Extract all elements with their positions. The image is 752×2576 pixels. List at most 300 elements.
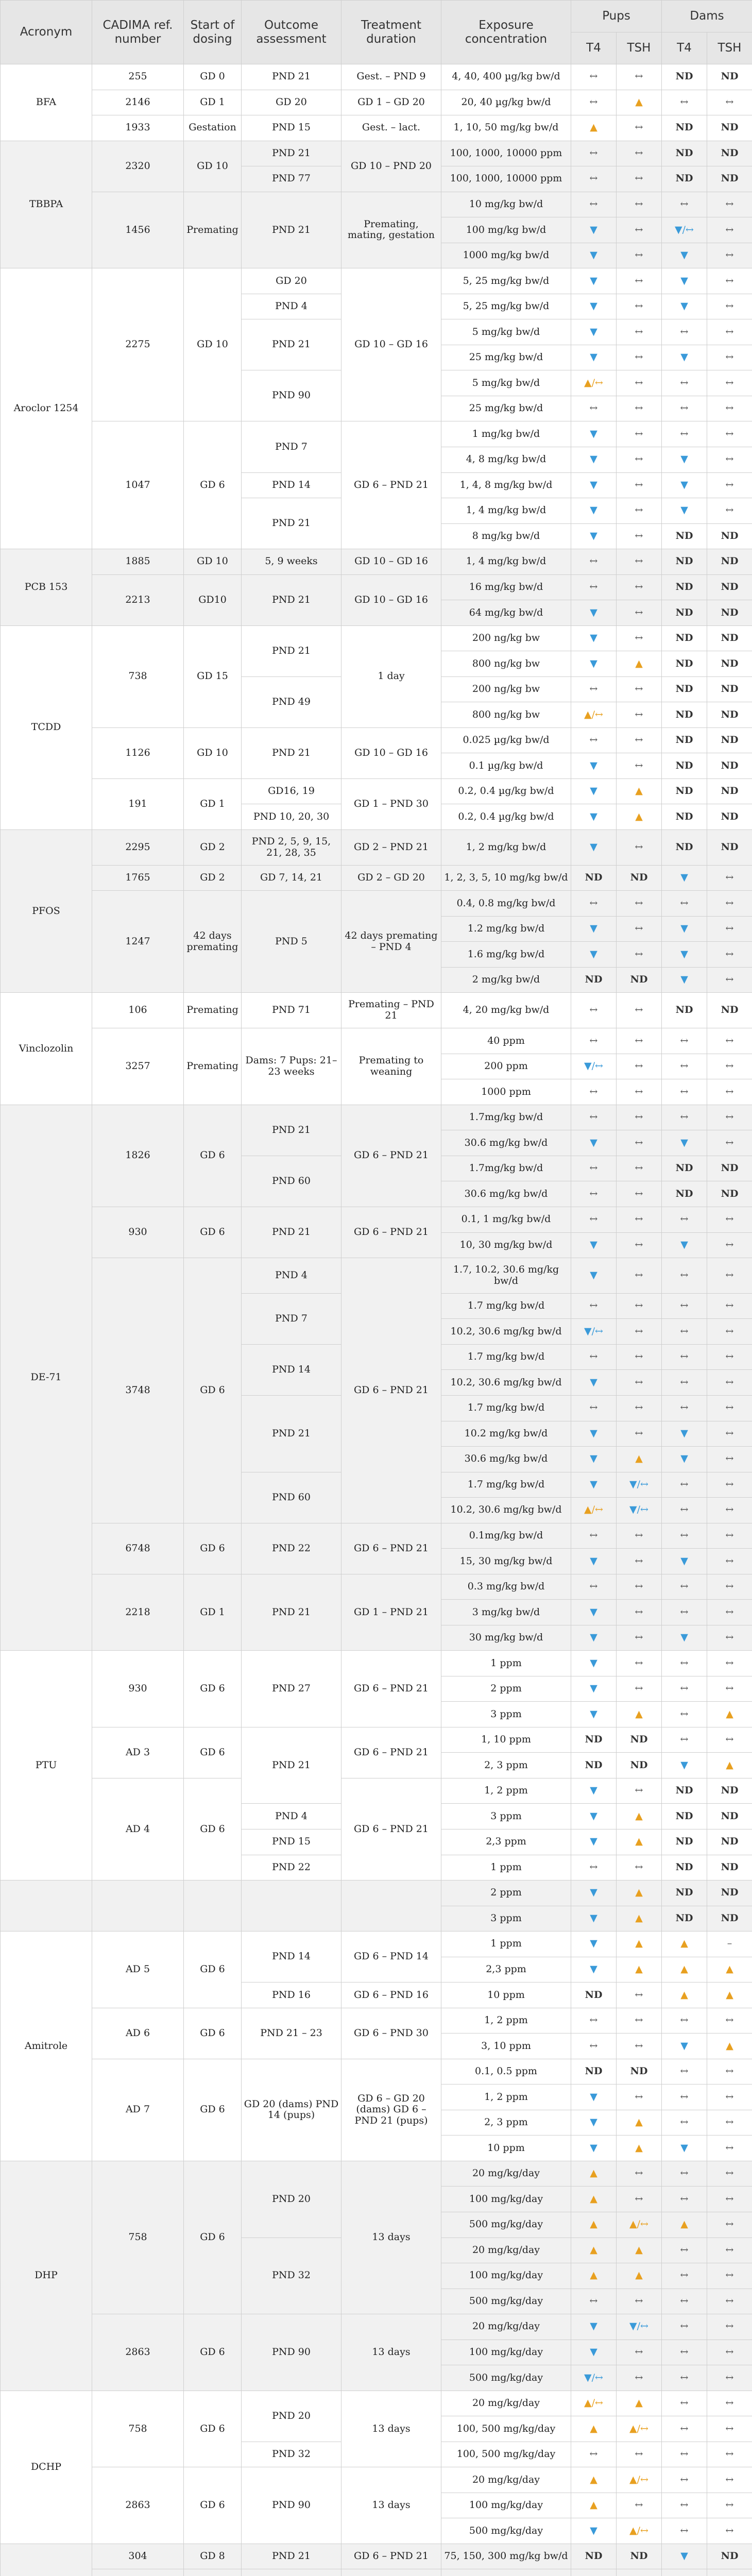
dams-tsh-cell: ND <box>707 64 752 90</box>
outcome-cell: PND 60 <box>242 1472 341 1523</box>
dams-tsh-cell: ↔ <box>707 2136 752 2161</box>
dams-tsh-cell: ↔ <box>707 1498 752 1523</box>
exposure-cell: 0.2, 0.4 µg/kg bw/d <box>441 778 571 804</box>
acronym-cell: BFA <box>1 64 92 141</box>
pups-t4-cell: ↔ <box>571 1156 617 1181</box>
exposure-cell: 10 ppm <box>441 1982 571 2008</box>
dams-t4-cell: ND <box>662 141 707 166</box>
dams-tsh-cell: ↔ <box>707 2493 752 2518</box>
dams-tsh-cell: ↔ <box>707 2084 752 2110</box>
dams-tsh-cell: ↔ <box>707 967 752 993</box>
pups-t4-cell: ND <box>571 2059 617 2084</box>
pups-tsh-cell: ↔ <box>617 891 662 917</box>
cadima-cell: 2146 <box>92 90 184 115</box>
pups-t4-cell: ↔ <box>571 574 617 600</box>
dams-t4-cell: ↔ <box>662 1523 707 1549</box>
outcome-cell: PND 21 <box>242 141 341 166</box>
pups-t4-cell: ↔ <box>571 1181 617 1207</box>
outcome-cell: PND 21 <box>242 319 341 370</box>
pups-t4-cell: ↔ <box>571 676 617 702</box>
exposure-cell: 1, 2 ppm <box>441 1778 571 1804</box>
pups-tsh-cell: ↔ <box>617 523 662 549</box>
exposure-cell: 1.2 mg/kg bw/d <box>441 916 571 942</box>
pups-t4-cell: ↔ <box>571 891 617 917</box>
dams-tsh-cell: ↔ <box>707 2187 752 2212</box>
treatment-cell: GD 10 – PND 20 <box>341 141 441 192</box>
dams-t4-cell: ND <box>662 804 707 830</box>
outcome-cell: PND 32 <box>242 2442 341 2467</box>
pups-t4-cell: ↔ <box>571 90 617 115</box>
pups-t4-cell: ▼ <box>571 2518 617 2544</box>
acronym-cell: PFOS <box>1 829 92 992</box>
treatment-cell: GD 1 – PND 30 <box>341 778 441 829</box>
exposure-cell: 0.2, 0.4 µg/kg bw/d <box>441 804 571 830</box>
exposure-cell <box>441 2569 571 2576</box>
pups-t4-cell: ▼ <box>571 1549 617 1574</box>
pups-tsh-cell: ND <box>617 1727 662 1753</box>
dams-tsh-cell: ↔ <box>707 1130 752 1156</box>
exposure-cell: 200 ng/kg bw <box>441 625 571 651</box>
dams-tsh-cell: ↔ <box>707 1523 752 1549</box>
exposure-cell: 1, 4 mg/kg bw/d <box>441 549 571 575</box>
pups-t4-cell: ▼ <box>571 2340 617 2365</box>
exposure-cell: 2,3 ppm <box>441 1829 571 1855</box>
table-row <box>1 1207 752 1232</box>
dams-t4-cell: ↔ <box>662 1028 707 1054</box>
treatment-cell: GD 1 – GD 20 <box>341 90 441 115</box>
header-dams: Dams <box>662 1 752 32</box>
dams-t4-cell: ↔ <box>662 1600 707 1625</box>
exposure-cell: 1, 2 ppm <box>441 2084 571 2110</box>
treatment-cell: GD 2 – PND 21 <box>341 829 441 865</box>
table-row <box>1 2314 752 2340</box>
dams-t4-cell: ND <box>662 829 707 865</box>
start-cell: GD 6 <box>184 1258 242 1523</box>
outcome-cell: PND 4 <box>242 294 341 319</box>
pups-tsh-cell: ↔ <box>617 2442 662 2467</box>
treatment-cell: 13 days <box>341 2467 441 2544</box>
pups-t4-cell: ↔ <box>571 1574 617 1600</box>
treatment-cell: GD 1 – PND 21 <box>341 1574 441 1651</box>
dams-t4-cell: ↔ <box>662 2391 707 2416</box>
table-body <box>1 64 752 2576</box>
dams-tsh-cell: ↔ <box>707 1395 752 1421</box>
pups-tsh-cell: ↔ <box>617 916 662 942</box>
outcome-cell: PND 21 <box>242 498 341 549</box>
exposure-cell: 1 mg/kg bw/d <box>441 421 571 447</box>
outcome-cell: PND 2, 5, 9, 15, 21, 28, 35 <box>242 829 341 865</box>
table-row <box>1 2391 752 2416</box>
pups-tsh-cell: ND <box>617 2544 662 2569</box>
pups-tsh-cell: ↔ <box>617 2033 662 2059</box>
dams-t4-cell: ND <box>662 625 707 651</box>
table-row <box>1 1105 752 1130</box>
dams-tsh-cell: ND <box>707 1829 752 1855</box>
dams-tsh-cell: ↔ <box>707 2110 752 2136</box>
pups-t4-cell: ▼ <box>571 1880 617 1906</box>
pups-t4-cell: ▼ <box>571 651 617 677</box>
exposure-cell: 1 ppm <box>441 1855 571 1880</box>
pups-tsh-cell: ND <box>617 967 662 993</box>
treatment-cell: 1 day <box>341 625 441 727</box>
header-dams-t4: T4 <box>662 32 707 64</box>
dams-t4-cell: ↔ <box>662 90 707 115</box>
pups-tsh-cell: ↔ <box>617 192 662 217</box>
table-row <box>1 549 752 575</box>
pups-tsh-cell: ↔ <box>617 702 662 728</box>
treatment-cell: Premating, mating, gestation <box>341 192 441 268</box>
dams-t4-cell: ↔ <box>662 2263 707 2289</box>
cadima-cell: 3748 <box>92 1258 184 1523</box>
pups-tsh-cell: ↔ <box>617 2365 662 2391</box>
pups-tsh-cell: ↔ <box>617 1625 662 1651</box>
dams-tsh-cell: ND <box>707 1156 752 1181</box>
table-row <box>1 625 752 651</box>
header-start: Start of dosing <box>184 1 242 64</box>
dams-t4-cell: ↔ <box>662 2008 707 2033</box>
pups-t4-cell <box>571 2569 617 2576</box>
pups-tsh-cell: ▲ <box>617 1804 662 1829</box>
pups-t4-cell: ▼ <box>571 1676 617 1702</box>
cadima-cell: 2275 <box>92 268 184 421</box>
pups-tsh-cell: ▼/↔ <box>617 1498 662 1523</box>
pups-t4-cell: ▼ <box>571 1625 617 1651</box>
pups-tsh-cell: ↔ <box>617 1600 662 1625</box>
dams-t4-cell: ND <box>662 1778 707 1804</box>
pups-t4-cell: ▼ <box>571 243 617 268</box>
exposure-cell: 8 mg/kg bw/d <box>441 523 571 549</box>
exposure-cell: 100 mg/kg/day <box>441 2493 571 2518</box>
exposure-cell: 1, 10 ppm <box>441 1727 571 1753</box>
dams-tsh-cell: ↔ <box>707 942 752 968</box>
exposure-cell: 0.1, 1 mg/kg bw/d <box>441 1207 571 1232</box>
dams-tsh-cell: ↔ <box>707 1600 752 1625</box>
exposure-cell: 3 ppm <box>441 1804 571 1829</box>
outcome-cell <box>242 1880 341 1931</box>
acronym-cell: TCDD <box>1 625 92 829</box>
pups-t4-cell: ▲ <box>571 2161 617 2187</box>
table-row <box>1 1523 752 1549</box>
exposure-cell: 25 mg/kg bw/d <box>441 396 571 421</box>
start-cell: GD10 <box>184 574 242 625</box>
exposure-cell: 30.6 mg/kg bw/d <box>441 1447 571 1472</box>
cadima-cell <box>92 1880 184 1931</box>
cadima-cell: 6748 <box>92 1523 184 1574</box>
dams-t4-cell: ↔ <box>662 2518 707 2544</box>
dams-t4-cell: ↔ <box>662 2467 707 2493</box>
acronym-cell: Amitrole <box>1 1931 92 2161</box>
dams-t4-cell: ↔ <box>662 2416 707 2442</box>
pups-tsh-cell: ▲ <box>617 1957 662 1982</box>
cadima-cell: 1047 <box>92 421 184 549</box>
treatment-cell: Gest. – lact. <box>341 115 441 141</box>
dams-t4-cell: ↔ <box>662 1498 707 1523</box>
pups-t4-cell: ▼ <box>571 472 617 498</box>
pups-tsh-cell: ▲ <box>617 2238 662 2263</box>
outcome-cell: Dams: 7 Pups: 21–23 weeks <box>242 1028 341 1105</box>
pups-t4-cell: ▼ <box>571 829 617 865</box>
pups-tsh-cell: ↔ <box>617 549 662 575</box>
pups-tsh-cell: ↔ <box>617 1651 662 1676</box>
start-cell: GD 6 <box>184 421 242 549</box>
table-row <box>1 993 752 1028</box>
dams-t4-cell: ND <box>662 64 707 90</box>
header-exposure: Exposure concentration <box>441 1 571 64</box>
pups-t4-cell: ▼ <box>571 1472 617 1498</box>
dams-t4-cell: ↔ <box>662 2110 707 2136</box>
cadima-cell: 2863 <box>92 2314 184 2391</box>
outcome-cell: PND 32 <box>242 2238 341 2314</box>
dams-tsh-cell: ND <box>707 574 752 600</box>
dams-t4-cell: ND <box>662 727 707 753</box>
dams-tsh-cell: ND <box>707 702 752 728</box>
dams-tsh-cell: ↔ <box>707 2263 752 2289</box>
pups-t4-cell: ▲ <box>571 2416 617 2442</box>
dams-t4-cell: ▼ <box>662 1421 707 1447</box>
cadima-cell: 1765 <box>92 865 184 891</box>
treatment-cell: Premating – PND 21 <box>341 993 441 1028</box>
exposure-cell: 1, 2 mg/kg bw/d <box>441 829 571 865</box>
dams-t4-cell: ▲ <box>662 1982 707 2008</box>
pups-tsh-cell: ↔ <box>617 753 662 779</box>
exposure-cell: 500 mg/kg/day <box>441 2365 571 2391</box>
outcome-cell: PND 21 <box>242 1727 341 1804</box>
exposure-cell: 1.7, 10.2, 30.6 mg/kg bw/d <box>441 1258 571 1294</box>
pups-tsh-cell: ↔ <box>617 1181 662 1207</box>
outcome-cell: GD 20 <box>242 268 341 294</box>
table-row <box>1 90 752 115</box>
pups-t4-cell: ▼ <box>571 1447 617 1472</box>
dams-t4-cell: ↔ <box>662 1702 707 1727</box>
outcome-cell: PND 20 <box>242 2161 341 2238</box>
outcome-cell: PND 7 <box>242 421 341 472</box>
outcome-cell: PND 15 <box>242 1829 341 1855</box>
dams-tsh-cell: ND <box>707 2544 752 2569</box>
exposure-cell: 4, 20 mg/kg bw/d <box>441 993 571 1028</box>
exposure-cell: 1, 4 mg/kg bw/d <box>441 498 571 524</box>
treatment-cell: Premating to weaning <box>341 1028 441 1105</box>
dams-t4-cell: ↔ <box>662 2365 707 2391</box>
pups-tsh-cell: ▲ <box>617 651 662 677</box>
dams-tsh-cell: ↔ <box>707 2161 752 2187</box>
pups-tsh-cell: ↔ <box>617 345 662 370</box>
pups-t4-cell: ↔ <box>571 396 617 421</box>
treatment-cell: GD 2 – GD 20 <box>341 865 441 891</box>
dams-tsh-cell: ↔ <box>707 268 752 294</box>
dams-tsh-cell: ↔ <box>707 217 752 243</box>
exposure-cell: 15, 30 mg/kg bw/d <box>441 1549 571 1574</box>
pups-tsh-cell: ↔ <box>617 243 662 268</box>
exposure-cell: 10.2 mg/kg bw/d <box>441 1421 571 1447</box>
table-row <box>1 829 752 865</box>
cadima-cell: 930 <box>92 1651 184 1727</box>
start-cell: GD 6 <box>184 2467 242 2544</box>
pups-tsh-cell: ▲ <box>617 2391 662 2416</box>
exposure-cell: 2 ppm <box>441 1880 571 1906</box>
dams-t4-cell: ND <box>662 1829 707 1855</box>
dams-tsh-cell: ND <box>707 600 752 626</box>
dams-tsh-cell: ↔ <box>707 2289 752 2314</box>
pups-tsh-cell: ↔ <box>617 2289 662 2314</box>
pups-tsh-cell: ↔ <box>617 727 662 753</box>
pups-tsh-cell: ▲ <box>617 804 662 830</box>
start-cell: GD 2 <box>184 829 242 865</box>
dams-tsh-cell: ND <box>707 523 752 549</box>
pups-t4-cell: ▼ <box>571 1421 617 1447</box>
dams-tsh-cell: ↔ <box>707 1625 752 1651</box>
exposure-cell: 0.025 µg/kg bw/d <box>441 727 571 753</box>
pups-t4-cell: ▼ <box>571 1931 617 1957</box>
exposure-cell: 1 ppm <box>441 1651 571 1676</box>
pups-tsh-cell: ▲ <box>617 2136 662 2161</box>
dams-tsh-cell: ↔ <box>707 891 752 917</box>
start-cell: GD 6 <box>184 2059 242 2161</box>
dams-t4-cell: ↔ <box>662 1207 707 1232</box>
treatment-cell: GD 10 – GD 16 <box>341 727 441 778</box>
treatment-cell: GD 6 – PND 21 <box>341 1105 441 1207</box>
exposure-cell: 500 mg/kg/day <box>441 2518 571 2544</box>
outcome-cell: PND 21 <box>242 1574 341 1651</box>
pups-t4-cell: ↔ <box>571 727 617 753</box>
pups-t4-cell: ▲/↔ <box>571 702 617 728</box>
exposure-cell: 5 mg/kg bw/d <box>441 319 571 345</box>
treatment-cell: GD 6 – PND 21 <box>341 1778 441 1880</box>
dams-t4-cell: ↔ <box>662 396 707 421</box>
pups-t4-cell: ND <box>571 865 617 891</box>
dams-tsh-cell: ↔ <box>707 2340 752 2365</box>
start-cell: GD 1 <box>184 1574 242 1651</box>
pups-t4-cell: ↔ <box>571 141 617 166</box>
pups-tsh-cell: ▲ <box>617 1829 662 1855</box>
outcome-cell: PND 21 <box>242 1207 341 1258</box>
pups-t4-cell: ↔ <box>571 1207 617 1232</box>
exposure-cell: 3 ppm <box>441 1702 571 1727</box>
cadima-cell <box>92 2569 184 2576</box>
exposure-cell: 1, 4, 8 mg/kg bw/d <box>441 472 571 498</box>
treatment-cell: GD 6 – PND 21 <box>341 1207 441 1258</box>
table-row <box>1 1880 752 1906</box>
outcome-cell: PND 27 <box>242 1651 341 1727</box>
pups-tsh-cell: ▲ <box>617 1906 662 1931</box>
dams-tsh-cell: ↔ <box>707 916 752 942</box>
dams-tsh-cell: ↔ <box>707 1258 752 1294</box>
pups-tsh-cell: ↔ <box>617 1982 662 2008</box>
dams-t4-cell: ▼ <box>662 1625 707 1651</box>
table-row <box>1 2544 752 2569</box>
pups-t4-cell: ▼ <box>571 268 617 294</box>
pups-t4-cell: ↔ <box>571 2008 617 2033</box>
dams-tsh-cell <box>707 2569 752 2576</box>
dams-tsh-cell: ↔ <box>707 243 752 268</box>
cadima-cell: AD 5 <box>92 1931 184 2008</box>
dams-tsh-cell: ↔ <box>707 192 752 217</box>
pups-t4-cell: ▼ <box>571 778 617 804</box>
exposure-cell: 1.7mg/kg bw/d <box>441 1105 571 1130</box>
pups-tsh-cell: ▲/↔ <box>617 2467 662 2493</box>
pups-tsh-cell: ↔ <box>617 676 662 702</box>
dams-t4-cell: ▼ <box>662 1753 707 1778</box>
exposure-cell: 200 ng/kg bw <box>441 676 571 702</box>
pups-tsh-cell: ↔ <box>617 1778 662 1804</box>
dams-tsh-cell: ↔ <box>707 1054 752 1079</box>
dams-tsh-cell: ↔ <box>707 1370 752 1396</box>
table-row <box>1 727 752 753</box>
table-row <box>1 1574 752 1600</box>
pups-t4-cell: ▲/↔ <box>571 370 617 396</box>
dams-tsh-cell: ND <box>707 1880 752 1906</box>
exposure-cell: 4, 8 mg/kg bw/d <box>441 447 571 472</box>
pups-tsh-cell: ↔ <box>617 2161 662 2187</box>
pups-tsh-cell: ↔ <box>617 472 662 498</box>
pups-t4-cell: ND <box>571 967 617 993</box>
pups-t4-cell: ▼ <box>571 2136 617 2161</box>
exposure-cell: 2 mg/kg bw/d <box>441 967 571 993</box>
dams-t4-cell: ↔ <box>662 1395 707 1421</box>
pups-t4-cell: ▼/↔ <box>571 2365 617 2391</box>
acronym-cell: Aroclor 1254 <box>1 268 92 549</box>
header-pups-tsh: TSH <box>617 32 662 64</box>
pups-tsh-cell: ↔ <box>617 2008 662 2033</box>
acronym-cell <box>1 2544 92 2576</box>
pups-t4-cell: ▲/↔ <box>571 2391 617 2416</box>
dams-t4-cell: ND <box>662 1804 707 1829</box>
dams-t4-cell: ↔ <box>662 1727 707 1753</box>
cadima-cell: 738 <box>92 625 184 727</box>
dams-tsh-cell: ND <box>707 141 752 166</box>
pups-tsh-cell: ▲ <box>617 1447 662 1472</box>
pups-tsh-cell: ↔ <box>617 319 662 345</box>
cadima-cell: 1933 <box>92 115 184 141</box>
pups-t4-cell: ▲ <box>571 115 617 141</box>
treatment-cell: GD 6 – PND 21 <box>341 421 441 549</box>
pups-tsh-cell: ▲ <box>617 90 662 115</box>
start-cell: GD 6 <box>184 1778 242 1880</box>
dams-t4-cell: ↔ <box>662 1344 707 1370</box>
dams-tsh-cell: ND <box>707 115 752 141</box>
pups-t4-cell: ▲ <box>571 2493 617 2518</box>
pups-t4-cell: ▲ <box>571 2467 617 2493</box>
outcome-cell: PND 49 <box>242 676 341 727</box>
table-row <box>1 1931 752 1957</box>
exposure-cell: 10 ppm <box>441 2136 571 2161</box>
pups-t4-cell: ND <box>571 1753 617 1778</box>
pups-tsh-cell <box>617 2569 662 2576</box>
pups-tsh-cell: ↔ <box>617 574 662 600</box>
pups-t4-cell: ▼ <box>571 916 617 942</box>
header-acronym: Acronym <box>1 1 92 64</box>
outcome-cell: PND 4 <box>242 1258 341 1294</box>
exposure-cell: 1, 2 ppm <box>441 2008 571 2033</box>
dams-tsh-cell: ↔ <box>707 345 752 370</box>
outcome-cell: PND 21 <box>242 1395 341 1472</box>
dams-tsh-cell: ND <box>707 778 752 804</box>
pups-t4-cell: ↔ <box>571 2033 617 2059</box>
dams-t4-cell: ND <box>662 702 707 728</box>
cadima-cell: 1456 <box>92 192 184 268</box>
pups-t4-cell: ▼ <box>571 319 617 345</box>
pups-t4-cell: ↔ <box>571 1395 617 1421</box>
dams-t4-cell: ↔ <box>662 319 707 345</box>
pups-t4-cell: ▼ <box>571 625 617 651</box>
dams-tsh-cell: ND <box>707 1778 752 1804</box>
dams-tsh-cell: ↔ <box>707 2238 752 2263</box>
exposure-cell: 100 mg/kg/day <box>441 2340 571 2365</box>
dams-t4-cell: ▼ <box>662 967 707 993</box>
pups-t4-cell: ▼ <box>571 1804 617 1829</box>
cadima-cell: AD 7 <box>92 2059 184 2161</box>
pups-t4-cell: ↔ <box>571 1293 617 1319</box>
exposure-cell: 100, 1000, 10000 ppm <box>441 141 571 166</box>
